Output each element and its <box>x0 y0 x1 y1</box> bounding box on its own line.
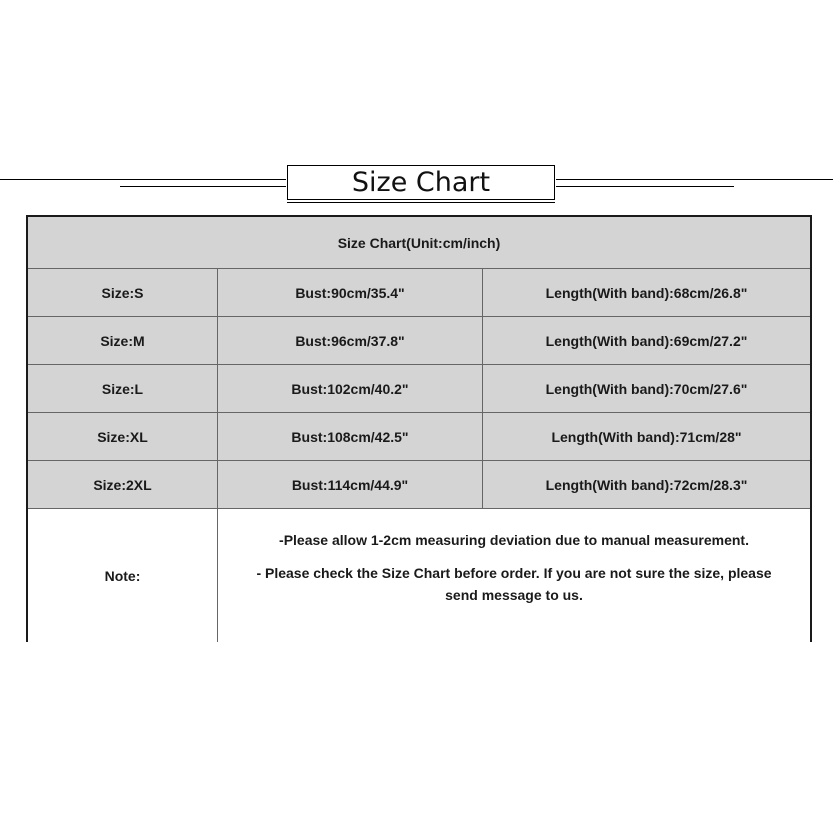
title-frame <box>287 165 555 200</box>
note-label: Note: <box>28 509 218 642</box>
size-cell: Size:M <box>28 317 218 364</box>
note-line: -Please allow 1-2cm measuring deviation due to manual measurement. <box>279 532 749 548</box>
table-row <box>28 365 810 413</box>
length-cell: Length(With band):72cm/28.3" <box>545 476 748 493</box>
size-cell: Size:L <box>28 365 218 412</box>
length-cell: Length(With band):69cm/27.2" <box>545 332 748 349</box>
table-row <box>28 413 810 461</box>
bust-cell: Bust:96cm/37.8" <box>218 317 483 364</box>
note-row <box>28 509 810 642</box>
size-cell: Size:XL <box>28 413 218 460</box>
table-caption: Size Chart(Unit:cm/inch) <box>337 234 501 251</box>
bust-cell: Bust:90cm/35.4" <box>218 269 483 316</box>
bust-cell: Bust:102cm/40.2" <box>218 365 483 412</box>
table-row <box>28 461 810 509</box>
length-cell: Length(With band):70cm/27.6" <box>545 380 748 397</box>
table-row <box>28 317 810 365</box>
bust-cell: Bust:108cm/42.5" <box>218 413 483 460</box>
length-cell: Length(With band):71cm/28" <box>551 428 742 445</box>
size-table <box>26 215 812 642</box>
table-row <box>28 269 810 317</box>
note-body <box>218 509 810 642</box>
length-cell: Length(With band):68cm/26.8" <box>545 284 748 301</box>
bust-cell: Bust:114cm/44.9" <box>218 461 483 508</box>
page-title: Size Chart <box>351 167 491 198</box>
size-cell: Size:S <box>28 269 218 316</box>
table-caption-row <box>28 217 810 269</box>
note-line: - Please check the Size Chart before order. If you are not sure the size, please send message to us. <box>256 565 772 603</box>
size-cell: Size:2XL <box>28 461 218 508</box>
